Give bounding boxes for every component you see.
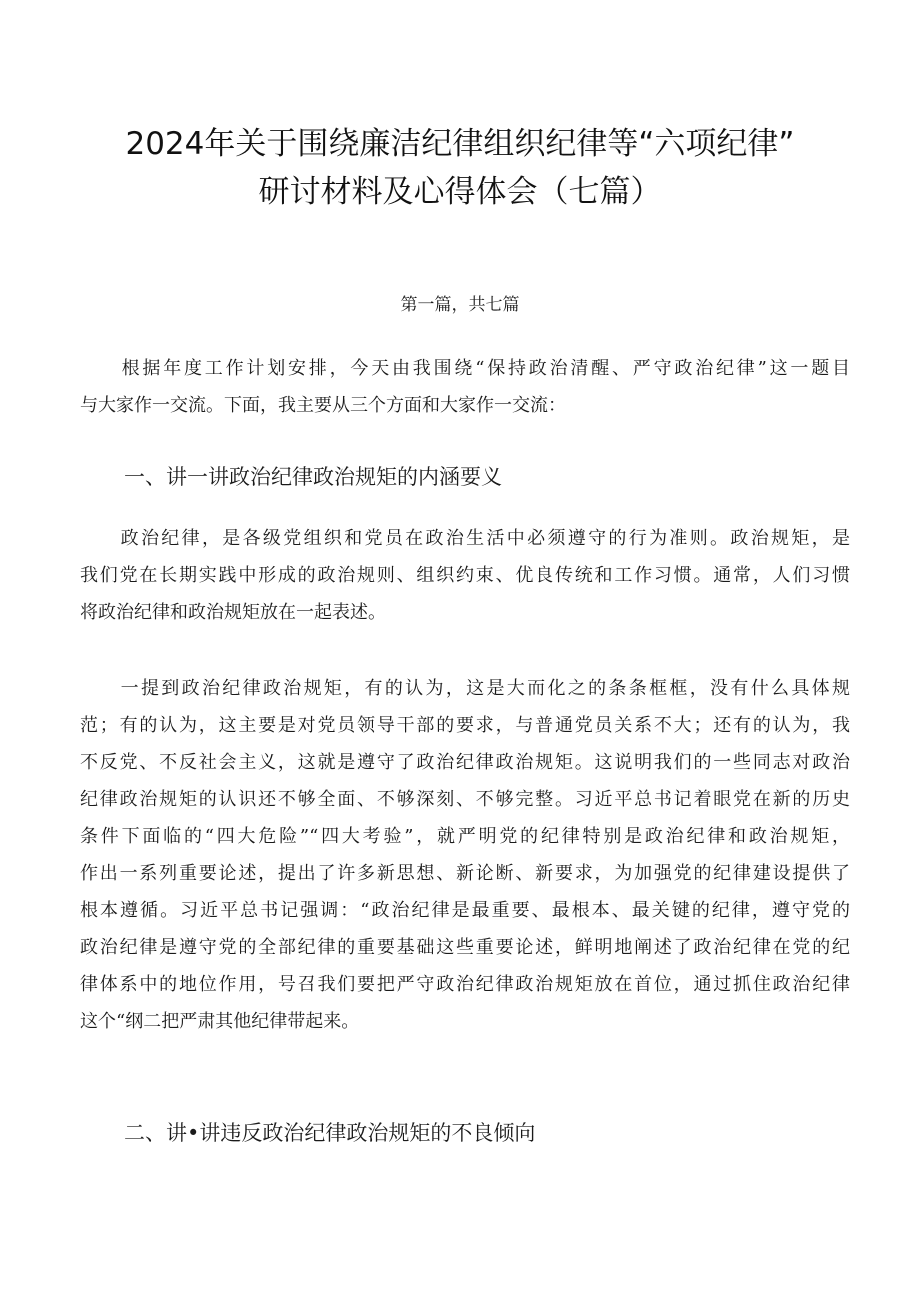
section-1-paragraph-1 <box>80 520 850 631</box>
section-1-paragraph-2 <box>80 670 850 1040</box>
paragraph-line: 政治纪律是遵守党的全部纪律的重要基础这些重要论述，鲜明地阐述了政治纪律在党的纪 <box>80 937 850 958</box>
document-title-line-2: 研讨材料及心得体会（七篇） <box>258 174 662 210</box>
paragraph-line: 纪律政治规矩的认识还不够全面、不够深刻、不够完整。习近平总书记着眼党在新的历史 <box>80 789 850 810</box>
paragraph-line: 将政治纪律和政治规矩放在一起表述。 <box>80 602 386 623</box>
document-subtitle: 第一篇，共七篇 <box>400 295 520 315</box>
paragraph-line: 根本遵循。习近平总书记强调：“政治纪律是最重要、最根本、最关键的纪律，遵守党的 <box>80 900 850 921</box>
paragraph-line: 与大家作一交流。下面，我主要从三个方面和大家作一交流： <box>80 395 566 416</box>
section-1-heading: 一、讲一讲政治纪律政治规矩的内涵要义 <box>124 465 502 489</box>
paragraph-line: 律体系中的地位作用，号召我们要把严守政治纪律政治规矩放在首位，通过抓住政治纪律 <box>80 974 850 995</box>
paragraph-line: 这个“纲二把严肃其他纪律带起来。 <box>80 1011 360 1032</box>
paragraph-line: 作出一系列重要论述，提出了许多新思想、新论断、新要求，为加强党的纪律建设提供了 <box>80 863 850 884</box>
paragraph-line: 范；有的认为，这主要是对党员领导干部的要求，与普通党员关系不大；还有的认为，我 <box>80 715 850 736</box>
paragraph-line: 政治纪律，是各级党组织和党员在政治生活中必须遵守的行为准则。政治规矩，是 <box>80 528 850 549</box>
paragraph-line: 不反党、不反社会主义，这就是遵守了政治纪律政治规矩。这说明我们的一些同志对政治 <box>80 752 850 773</box>
paragraph-line: 根据年度工作计划安排，今天由我围绕“保持政治清醒、严守政治纪律”这一题目 <box>80 358 850 379</box>
section-2-heading: 二、讲•讲违反政治纪律政治规矩的不良倾向 <box>124 1121 536 1145</box>
paragraph-line: 我们党在长期实践中形成的政治规则、组织约束、优良传统和工作习惯。通常，人们习惯 <box>80 565 850 586</box>
intro-paragraph <box>80 350 850 424</box>
paragraph-line: 一提到政治纪律政治规矩，有的认为，这是大而化之的条条框框，没有什么具体规 <box>80 678 850 699</box>
document-title-line-1: 2024年关于围绕廉洁纪律组织纪律等“六项纪律” <box>125 126 795 162</box>
paragraph-line: 条件下面临的“四大危险”“四大考验”，就严明党的纪律特别是政治纪律和政治规矩， <box>80 826 850 847</box>
